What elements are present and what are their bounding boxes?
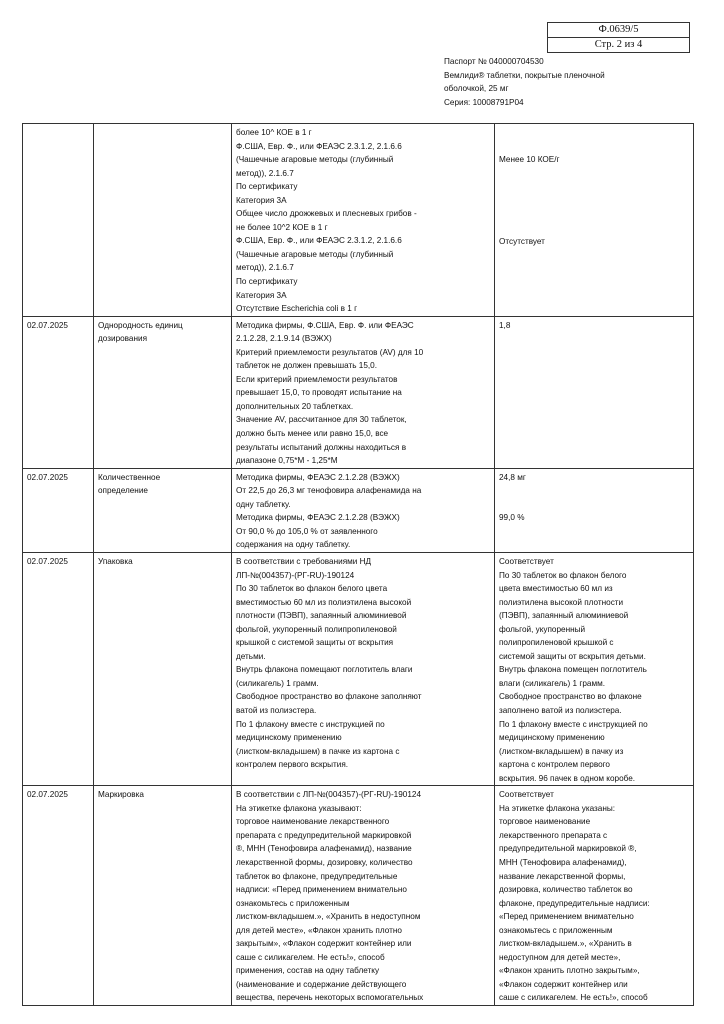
page-number: Стр. 2 из 4 [548,37,689,52]
requirement-line: В соответствии с ЛП-№(004357)-(РГ-RU)-190124 [236,790,421,800]
requirement-line: По сертификату [236,182,298,192]
requirement-line: применения, состав на одну таблетку [236,966,380,976]
requirement-line: торговое наименование лекарственного [236,817,390,827]
result-line: 24,8 мг [499,472,526,482]
table-row [23,124,694,317]
requirement-line: метод)), 2.1.6.7 [236,263,294,273]
result-line: ознакомьтесь с приложенным [499,925,613,935]
test-name-cell [94,316,232,468]
result-line: Соответствует [499,790,554,800]
requirement-line: должно быть менее или равно 15,0, все [236,429,389,439]
requirement-line: крышкой с системой защиты от вскрытия [236,638,394,648]
requirement-line: По 1 флакону вместе с инструкцией по [236,719,385,729]
result-line: (ПЭВП), запаянный алюминиевой [499,611,629,621]
result-line: Свободное пространство во флаконе [499,692,642,702]
requirements-cell [232,316,495,468]
test-name-line: дозирования [98,334,148,344]
result-cell [495,786,694,1006]
result-line: недоступном для детей месте», [499,952,621,962]
result-line: «Флакон содержит контейнер или [499,979,628,989]
result-line: саше с силикагелем. Не есть!», способ [499,993,648,1003]
test-name-line: Упаковка [98,556,133,566]
result-line: флаконе, предупредительные надписи: [499,898,650,908]
requirement-line: вместимостью 60 мл из полиэтилена высокой [236,597,412,607]
requirement-line: таблеток не должен превышать 15,0. [236,361,377,371]
requirement-line: одну таблетку. [236,499,291,509]
requirement-line: детьми. [236,651,266,661]
test-name-line: Маркировка [98,790,144,800]
test-name-line: Количественное [98,472,161,482]
requirement-line: листком-вкладышем.», «Хранить в недоступном [236,912,421,922]
result-line: влаги (силикагель) 1 грамм. [499,678,605,688]
requirement-line: вещества, перечень некоторых вспомогательных [236,993,424,1003]
requirement-line: По сертификату [236,277,298,287]
test-name-line: Однородность единиц [98,320,183,330]
date-cell: 02.07.2025 [23,786,94,1006]
requirement-line: Отсутствие Escherichia coli в 1 г [236,304,358,314]
result-line: По 1 флакону вместе с инструкцией по [499,719,648,729]
result-line: Соответствует [499,556,554,566]
requirement-line: Ф.США, Евр. Ф., или ФЕАЭС 2.3.1.2, 2.1.6.6 [236,236,402,246]
requirement-line: 2.1.2.28, 2.1.9.14 (ВЭЖХ) [236,334,332,344]
requirement-line: метод)), 2.1.6.7 [236,168,294,178]
table-row [23,316,694,468]
result-line: предупредительной маркировкой ®, [499,844,637,854]
requirement-line: контролем первого вскрытия. [236,760,349,770]
requirement-line: От 90,0 % до 105,0 % от заявленного [236,526,378,536]
result-line: полиэтилена высокой плотности [499,597,624,607]
requirement-line: (Чашечные агаровые методы (глубинный [236,155,394,165]
result-line: Отсутствует [499,236,545,246]
spacer [499,167,689,235]
table-row [23,786,694,1006]
result-line: лекарственного препарата с [499,830,608,840]
result-line: дозировка, количество таблеток во [499,885,633,895]
requirement-line: содержания на одну таблетку. [236,540,351,550]
result-line: фольгой, укупоренный [499,624,586,634]
requirement-line: Категория 3А [236,195,287,205]
requirement-line: саше с силикагелем. Не есть!», способ [236,952,385,962]
requirement-line: Ф.США, Евр. Ф., или ФЕАЭС 2.3.1.2, 2.1.6.6 [236,141,402,151]
requirement-line: ознакомьтесь с приложенным [236,898,350,908]
requirement-line: плотности (ПЭВП), запаянный алюминиевой [236,611,407,621]
requirement-line: От 22,5 до 26,3 мг тенофовира алафенамида на [236,486,422,496]
requirements-cell [232,124,495,317]
result-line: название лекарственной формы, [499,871,626,881]
date-cell: 02.07.2025 [23,468,94,552]
result-line: системой защиты от вскрытия детьми. [499,651,646,661]
requirement-line: фольгой, укупоренный полипропиленовой [236,624,397,634]
requirement-line: (Чашечные агаровые методы (глубинный [236,249,394,259]
requirement-line: ®, МНН (Тенофовира алафенамид), название [236,844,412,854]
test-name-line: определение [98,486,148,496]
test-name-cell [94,786,232,1006]
passport-line: Серия: 10008791P04 [444,97,524,107]
passport-line: оболочкой, 25 мг [444,84,509,93]
test-name-cell [94,124,232,317]
requirement-line: На этикетке флакона указывают: [236,803,362,813]
result-line: Менее 10 КОЕ/г [499,155,560,164]
test-name-cell [94,552,232,785]
requirement-line: Значение AV, рассчитанное для 30 таблеток, [236,415,407,425]
result-line: цвета вместимостью 60 мл из [499,584,613,594]
form-code-box [547,22,690,53]
requirement-line: медицинскому применению [236,733,342,743]
requirements-cell [232,468,495,552]
result-line: «Флакон хранить плотно закрытым», [499,966,640,976]
result-line: По 30 таблеток во флакон белого [499,570,627,580]
requirement-line: диапазоне 0,75*M - 1,25*M [236,456,338,466]
result-cell [495,468,694,552]
test-name-cell [94,468,232,552]
requirement-line: надписи: «Перед применением внимательно [236,885,407,895]
result-line: медицинскому применению [499,733,605,743]
result-line: 1,8 [499,320,511,330]
requirement-line: Методика фирмы, ФЕАЭС 2.1.2.28 (ВЭЖХ) [236,472,400,482]
requirement-line: ватой из полиэстера. [236,705,317,715]
requirement-line: Внутрь флакона помещают поглотитель влаги [236,665,413,675]
requirement-line: Критерий приемлемости результатов (AV) для 10 [236,347,424,357]
requirement-line: Категория 3А [236,290,287,300]
requirement-line: для детей месте», «Флакон хранить плотно [236,925,402,935]
requirement-line: (листком-вкладышем) в пачке из картона с [236,746,400,756]
requirement-line: более 10^ КОЕ в 1 г [236,128,312,137]
result-line: картона с контролем первого [499,760,610,770]
form-code: Ф.0639/5 [598,24,639,35]
requirement-line: Свободное пространство во флаконе заполняют [236,692,422,702]
result-line: 99,0 % [499,513,525,523]
result-line: заполнено ватой из полиэстера. [499,705,622,715]
requirement-line: таблеток во флаконе, предупредительные [236,871,398,881]
passport-header [444,55,605,109]
result-line: торговое наименование [499,817,591,827]
result-line: Внутрь флакона помещен поглотитель [499,665,647,675]
table-row [23,468,694,552]
result-cell [495,552,694,785]
result-line: «Перед применением внимательно [499,912,634,922]
result-line: полипропиленовой крышкой с [499,638,614,648]
requirement-line: результаты испытаний должны находиться в [236,442,407,452]
passport-line: Паспорт № 040000704530 [444,57,544,66]
requirement-line: ЛП-№(004357)-(РГ-RU)-190124 [236,570,355,580]
test-results-table [22,123,694,1006]
requirement-line: (наименование и содержание действующего [236,979,407,989]
requirement-line: препарата с предупредительной маркировкой [236,830,412,840]
date-cell: 02.07.2025 [23,552,94,785]
result-cell [495,316,694,468]
requirement-line: лекарственной формы, дозировку, количество [236,857,413,867]
result-line: листком-вкладышем.», «Хранить в [499,939,632,949]
result-cell [495,124,694,317]
table-row [23,552,694,785]
requirements-cell [232,786,495,1006]
requirement-line: превышает 15,0, то проводят испытание на [236,388,402,398]
requirement-line: Общее число дрожжевых и плесневых грибов - [236,209,417,219]
requirement-line: закрытым», «Флакон содержит контейнер или [236,939,412,949]
result-line: МНН (Тенофовира алафенамид), [499,857,627,867]
result-line: На этикетке флакона указаны: [499,803,616,813]
requirement-line: Методика фирмы, Ф.США, Евр. Ф. или ФЕАЭС [236,320,414,330]
requirements-cell [232,552,495,785]
result-line: (листком-вкладышем) в пачку из [499,746,624,756]
date-cell: 02.07.2025 [23,316,94,468]
date-cell [23,124,94,317]
requirement-line: Если критерий приемлемости результатов [236,374,398,384]
passport-line: Вемлиди® таблетки, покрытые пленочной [444,70,605,80]
result-line: вскрытия. 96 пачек в одном коробе. [499,773,636,783]
spacer [499,126,689,153]
requirement-line: дополнительных 20 таблетках. [236,401,354,411]
requirement-line: В соответствии с требованиями НД [236,556,372,566]
requirement-line: не более 10^2 КОЕ в 1 г [236,222,328,232]
spacer [499,484,689,511]
requirement-line: (силикагель) 1 грамм. [236,678,319,688]
requirement-line: Методика фирмы, ФЕАЭС 2.1.2.28 (ВЭЖХ) [236,513,400,523]
requirement-line: По 30 таблеток во флакон белого цвета [236,584,388,594]
